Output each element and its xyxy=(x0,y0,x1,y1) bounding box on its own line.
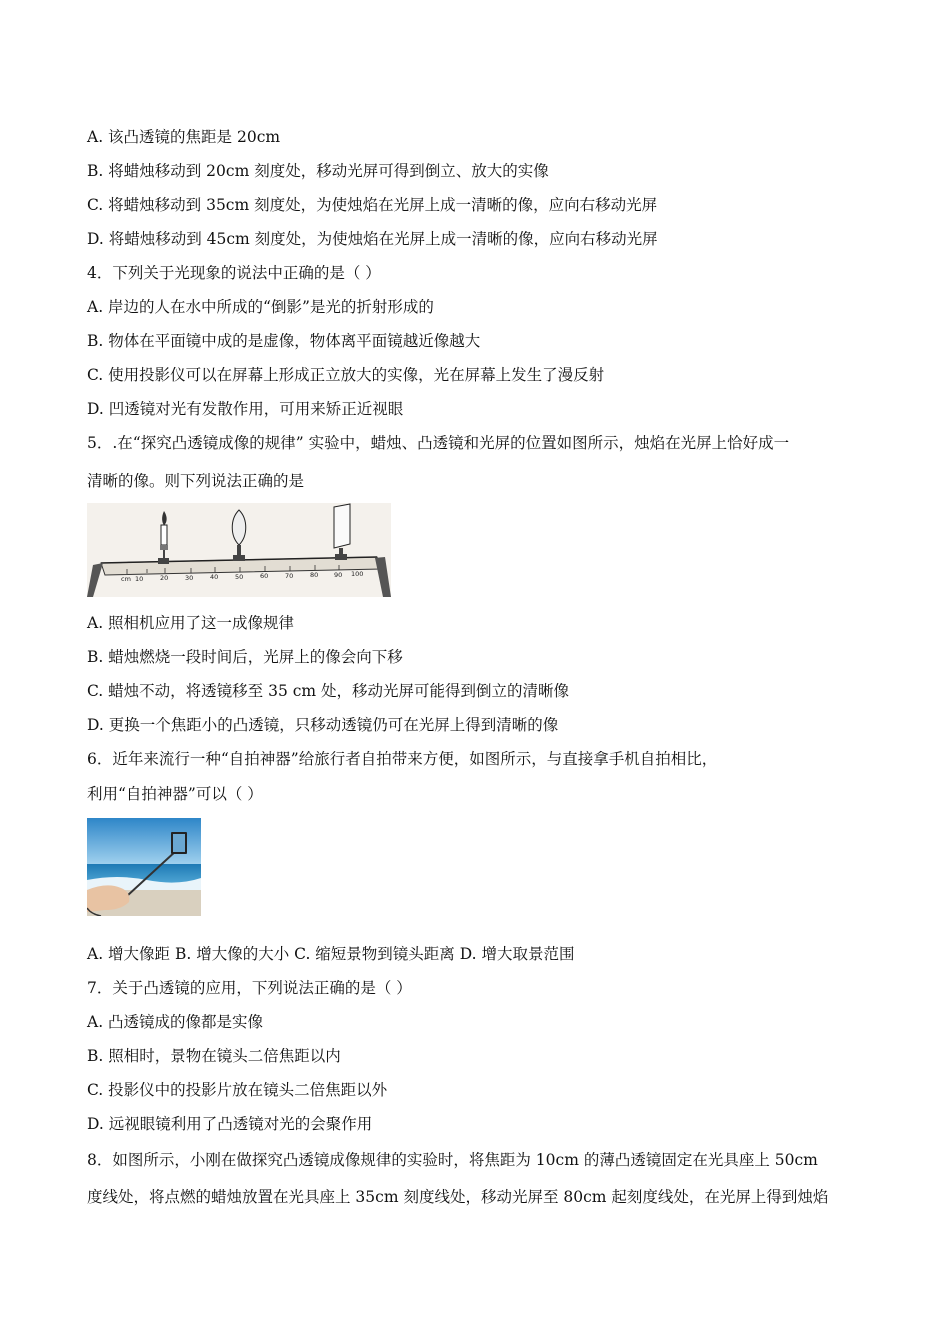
q4-option-a: A. 岸边的人在水中所成的“倒影”是光的折射形成的 xyxy=(87,298,434,316)
q5-option-b: B. 蜡烛燃烧一段时间后，光屏上的像会向下移 xyxy=(87,648,403,666)
q5-option-c: C. 蜡烛不动，将透镜移至 35 cm 处，移动光屏可能得到倒立的清晰像 xyxy=(87,682,570,700)
scale-label: 90 xyxy=(334,571,343,579)
scale-label: 10 xyxy=(135,575,144,583)
q6-stem-line1: 6．近年来流行一种“自拍神器”给旅行者自拍带来方便，如图所示，与直接拿手机自拍相比， xyxy=(87,750,718,768)
scale-label: 40 xyxy=(210,573,219,581)
q3-option-d: D. 将蜡烛移动到 45cm 刻度处，为使烛焰在光屏上成一清晰的像，应向右移动光屏 xyxy=(87,230,658,248)
scale-label: 100 xyxy=(351,570,364,578)
q5-stem-line1: 5．.在“探究凸透镜成像的规律” 实验中，蜡烛、凸透镜和光屏的位置如图所示，烛焰在光屏上恰好成一 xyxy=(87,434,790,452)
scale-label: cm xyxy=(121,575,131,583)
q5-stem-line2: 清晰的像。则下列说法正确的是 xyxy=(87,472,305,490)
q5-option-a: A. 照相机应用了这一成像规律 xyxy=(87,614,295,632)
q7-option-c: C. 投影仪中的投影片放在镜头二倍焦距以外 xyxy=(87,1081,388,1099)
scale-label: 80 xyxy=(310,571,319,579)
q8-stem-line1: 8．如图所示，小刚在做探究凸透镜成像规律的实验时，将焦距为 10cm 的薄凸透镜固定在光具座上 50cm xyxy=(87,1151,818,1169)
q4-option-b: B. 物体在平面镜中成的是虚像，物体离平面镜越近像越大 xyxy=(87,332,481,350)
q6-options: A. 增大像距 B. 增大像的大小 C. 缩短景物到镜头距离 D. 增大取景范围 xyxy=(87,945,575,963)
q3-option-c: C. 将蜡烛移动到 35cm 刻度处，为使烛焰在光屏上成一清晰的像，应向右移动光屏 xyxy=(87,196,658,214)
q7-option-b: B. 照相时，景物在镜头二倍焦距以内 xyxy=(87,1047,341,1065)
selfie-stick-photo xyxy=(87,818,201,916)
scale-label: 50 xyxy=(235,573,244,581)
scale-label: 70 xyxy=(285,572,294,580)
q4-option-d: D. 凹透镜对光有发散作用，可用来矫正近视眼 xyxy=(87,400,404,418)
q7-option-a: A. 凸透镜成的像都是实像 xyxy=(87,1013,264,1031)
scale-label: 30 xyxy=(185,574,194,582)
q6-stem-line2: 利用“自拍神器”可以（ ） xyxy=(87,785,263,803)
optical-bench-figure xyxy=(87,503,391,597)
scale-label: 20 xyxy=(160,574,169,582)
q3-option-a: A. 该凸透镜的焦距是 20cm xyxy=(87,128,281,146)
q7-option-d: D. 远视眼镜利用了凸透镜对光的会聚作用 xyxy=(87,1115,373,1133)
q8-stem-line2: 度线处，将点燃的蜡烛放置在光具座上 35cm 刻度线处，移动光屏至 80cm 起刻度线处，在光屏上得到烛焰 xyxy=(87,1188,829,1206)
q5-option-d: D. 更换一个焦距小的凸透镜，只移动透镜仍可在光屏上得到清晰的像 xyxy=(87,716,559,734)
scale-label: 60 xyxy=(260,572,269,580)
q4-stem: 4．下列关于光现象的说法中正确的是（ ） xyxy=(87,264,381,282)
q4-option-c: C. 使用投影仪可以在屏幕上形成正立放大的实像，光在屏幕上发生了漫反射 xyxy=(87,366,605,384)
q7-stem: 7．关于凸透镜的应用，下列说法正确的是（ ） xyxy=(87,979,412,997)
q3-option-b: B. 将蜡烛移动到 20cm 刻度处，移动光屏可得到倒立、放大的实像 xyxy=(87,162,549,180)
